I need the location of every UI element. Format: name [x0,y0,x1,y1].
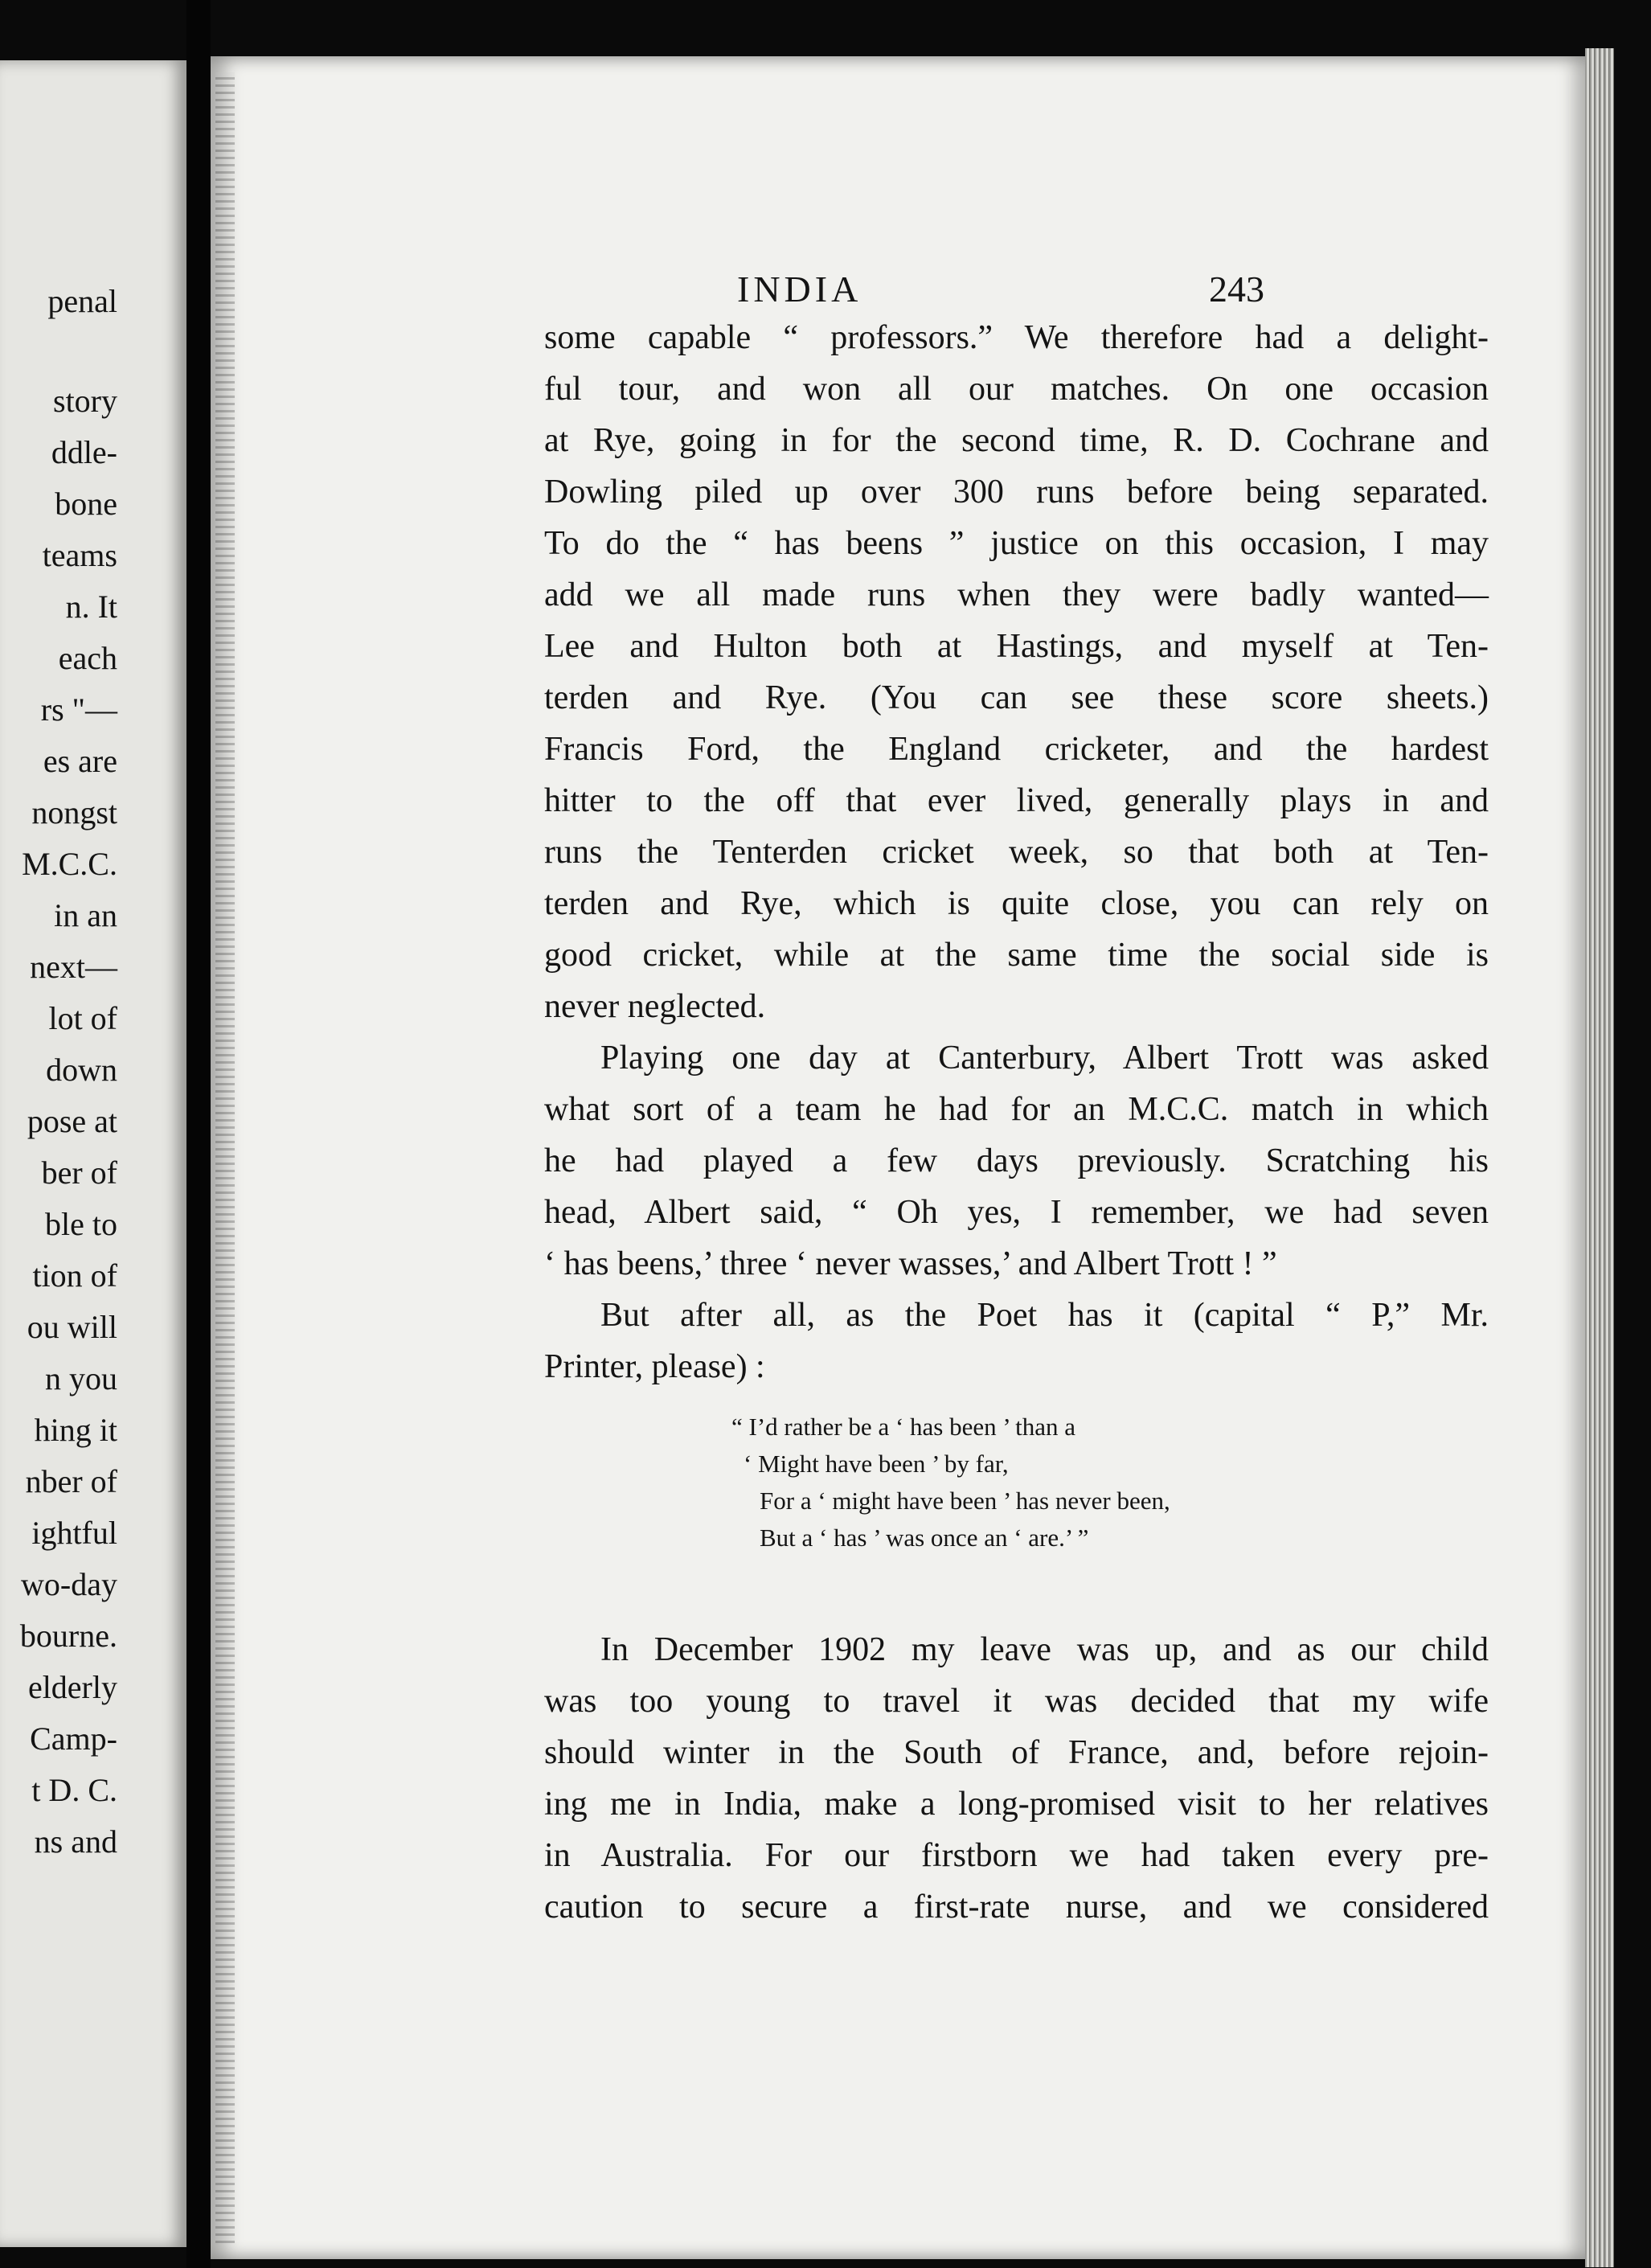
left-page-fragment: story [53,383,117,419]
text-line: But after all, as the Poet has it (capital “ P,” Mr. [600,1297,1489,1334]
left-page-fragment: t D. C. [31,1772,117,1808]
text-line: some capable “ professors.” We therefore had a delight- [544,319,1489,356]
text-line: caution to secure a first-rate nurse, and we considered [544,1889,1489,1926]
text-line: runs the Tenterden cricket week, so that both at Ten- [544,834,1489,871]
text-line: he had played a few days previously. Scratching his [544,1142,1489,1179]
text-line: at Rye, going in for the second time, R. D. Cochrane and [544,422,1489,459]
left-page-fragment: ns and [34,1823,117,1860]
text-line: was too young to travel it was decided that my wife [544,1683,1489,1720]
page-edges [1585,48,1614,2267]
left-page-fragment: Camp- [30,1720,117,1757]
text-line: what sort of a team he had for an M.C.C. match in which [544,1091,1489,1128]
book-page [211,56,1585,2259]
text-line: In December 1902 my leave was up, and as our child [600,1631,1489,1668]
text-line: in Australia. For our firstborn we had taken every pre- [544,1837,1489,1874]
page-header [211,261,1585,318]
text-line: hitter to the off that ever lived, generally plays in and [544,782,1489,819]
text-line: ‘ has beens,’ three ‘ never wasses,’ and Albert Trott ! ” [544,1245,1277,1282]
left-page-fragment: M.C.C. [22,846,117,882]
left-page-fragment: nber of [25,1463,117,1499]
left-page-fragment: es are [43,743,117,779]
left-page-fragment: rs "— [40,691,117,728]
left-page-fragment: each [58,640,117,676]
left-page-fragment: pose at [27,1103,117,1139]
left-page-fragment: ble to [45,1206,117,1242]
left-page-edge [0,60,186,2247]
left-page-fragment: lot of [48,1000,117,1036]
text-line: never neglected. [544,988,766,1025]
left-page-fragment: hing it [34,1412,117,1448]
text-line: terden and Rye. (You can see these score sheets.) [544,679,1489,716]
text-line: head, Albert said, “ Oh yes, I remember, we had seven [544,1194,1489,1231]
left-page-fragment: ddle- [51,434,117,470]
verse-line: But a ‘ has ’ was once an ‘ are.’ ” [760,1524,1089,1552]
text-line: ing me in India, make a long-promised visit to her relatives [544,1786,1489,1823]
left-page-fragment: ber of [41,1155,117,1191]
left-page-fragment: penal [47,283,117,319]
left-page-fragment: wo-day [21,1566,117,1602]
page-binding-shadow [215,72,235,2243]
left-page-fragment: ightful [31,1515,117,1551]
left-page-fragment: down [46,1052,117,1088]
left-page-fragment: in an [54,897,117,933]
left-page-fragment: ou will [27,1309,117,1345]
left-page-fragment: bone [55,486,117,522]
text-line: Playing one day at Canterbury, Albert Trott was asked [600,1040,1489,1077]
text-line: To do the “ has beens ” justice on this occasion, I may [544,525,1489,562]
page-number: 243 [1209,269,1264,310]
verse-line: “ I’d rather be a ‘ has been ’ than a [731,1413,1076,1441]
text-line: good cricket, while at the same time the social side is [544,937,1489,974]
left-page-fragment: teams [42,537,117,573]
text-line: Francis Ford, the England cricketer, and the hardest [544,731,1489,768]
text-line: Dowling piled up over 300 runs before being separated. [544,474,1489,511]
text-line: ful tour, and won all our matches. On one occasion [544,371,1489,408]
verse-line: For a ‘ might have been ’ has never been, [760,1487,1170,1515]
text-line: should winter in the South of France, and, before rejoin- [544,1734,1489,1771]
text-line: terden and Rye, which is quite close, you can rely on [544,885,1489,922]
left-page-fragment: n. It [65,589,117,625]
left-page-fragment: n you [45,1360,117,1396]
left-page-fragment: bourne. [19,1618,117,1654]
left-page-fragment: next— [30,949,117,985]
running-head: INDIA [737,269,862,310]
left-page-fragment: tion of [32,1257,117,1294]
verse-line: ‘ Might have been ’ by far, [744,1450,1009,1478]
text-line: Printer, please) : [544,1348,765,1385]
book-gutter [186,0,211,2268]
left-page-fragment: nongst [31,794,117,831]
left-page-fragment: elderly [27,1669,117,1705]
text-line: add we all made runs when they were badly wanted— [544,576,1489,613]
text-line: Lee and Hulton both at Hastings, and myself at Ten- [544,628,1489,665]
